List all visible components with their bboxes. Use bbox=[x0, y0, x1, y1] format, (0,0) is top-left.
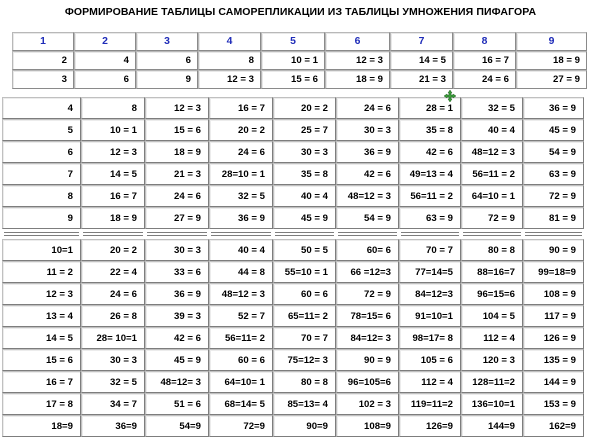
table-cell: 72 = 9 bbox=[336, 283, 399, 305]
table-cell: 54=9 bbox=[145, 415, 209, 437]
table-cell: 18 = 9 bbox=[325, 70, 390, 89]
table-cell: 153 = 9 bbox=[523, 393, 584, 415]
table-cell: 4 bbox=[2, 97, 81, 119]
table-cell: 33 = 6 bbox=[145, 261, 209, 283]
table-cell: 12 = 3 bbox=[198, 70, 261, 89]
table-cell: 63 = 9 bbox=[523, 163, 584, 185]
table-row bbox=[2, 349, 584, 371]
table-cell: 72 = 9 bbox=[461, 207, 523, 229]
table-cell: 2 bbox=[12, 51, 74, 70]
table-row bbox=[2, 261, 584, 283]
table-cell: 18 = 9 bbox=[516, 51, 587, 70]
table-cell: 70 = 7 bbox=[399, 239, 461, 261]
table-cell: 13 = 4 bbox=[2, 305, 81, 327]
table-cell: 32 = 5 bbox=[461, 97, 523, 119]
table-cell: 30 = 3 bbox=[273, 141, 336, 163]
table-cell: 5 bbox=[261, 32, 325, 51]
divider-cell bbox=[461, 229, 523, 239]
table-row bbox=[2, 283, 584, 305]
divider-cell bbox=[523, 229, 584, 239]
pythagoras-table bbox=[12, 32, 587, 89]
table-cell: 6 bbox=[325, 32, 390, 51]
divider-cell bbox=[336, 229, 399, 239]
table-cell: 12 = 3 bbox=[2, 283, 81, 305]
table-cell: 48=12 = 3 bbox=[461, 141, 523, 163]
table-cell: 16 = 7 bbox=[2, 371, 81, 393]
table-cell: 9 bbox=[136, 70, 198, 89]
table-cell: 16 = 7 bbox=[453, 51, 516, 70]
table-cell: 30 = 3 bbox=[336, 119, 399, 141]
table-cell: 7 bbox=[2, 163, 81, 185]
table-cell: 117 = 9 bbox=[523, 305, 584, 327]
table-cell: 18 = 9 bbox=[81, 207, 145, 229]
table-cell: 28 = 1 bbox=[399, 97, 461, 119]
table-cell: 3 bbox=[136, 32, 198, 51]
table-cell: 21 = 3 bbox=[145, 163, 209, 185]
table-cell: 54 = 9 bbox=[523, 141, 584, 163]
table-cell: 24 = 6 bbox=[145, 185, 209, 207]
table-cell: 45 = 9 bbox=[145, 349, 209, 371]
table-cell: 42 = 6 bbox=[145, 327, 209, 349]
table-cell: 162=9 bbox=[523, 415, 584, 437]
table-row bbox=[2, 207, 584, 229]
table-cell: 36 = 9 bbox=[145, 283, 209, 305]
table-cell: 21 = 3 bbox=[390, 70, 453, 89]
table-cell: 120 = 3 bbox=[461, 349, 523, 371]
table-cell: 34 = 7 bbox=[81, 393, 145, 415]
table-cell: 3 bbox=[12, 70, 74, 89]
table-cell: 64=10= 1 bbox=[209, 371, 273, 393]
table-cell: 112 = 4 bbox=[461, 327, 523, 349]
table-cell: 108 = 9 bbox=[523, 283, 584, 305]
table-cell: 56=11= 2 bbox=[209, 327, 273, 349]
table-cell: 56=11 = 2 bbox=[461, 163, 523, 185]
table-cell: 91=10=1 bbox=[399, 305, 461, 327]
table-cell: 27 = 9 bbox=[145, 207, 209, 229]
table-cell: 24 = 6 bbox=[81, 283, 145, 305]
table-cell: 60 = 6 bbox=[273, 283, 336, 305]
table-cell: 6 bbox=[74, 70, 136, 89]
table-cell: 51 = 6 bbox=[145, 393, 209, 415]
table-cell: 22 = 4 bbox=[81, 261, 145, 283]
table-cell: 136=10=1 bbox=[461, 393, 523, 415]
table-cell: 24 = 6 bbox=[209, 141, 273, 163]
table-cell: 80 = 8 bbox=[461, 239, 523, 261]
table-cell: 75=12= 3 bbox=[273, 349, 336, 371]
divider-cell bbox=[145, 229, 209, 239]
table-row bbox=[2, 119, 584, 141]
table-cell: 105 = 6 bbox=[399, 349, 461, 371]
table-cell: 2 bbox=[74, 32, 136, 51]
table-cell: 18=9 bbox=[2, 415, 81, 437]
table-cell: 8 bbox=[198, 51, 261, 70]
table-cell: 99=18=9 bbox=[523, 261, 584, 283]
table-cell: 68=14= 5 bbox=[209, 393, 273, 415]
table-cell: 14 = 5 bbox=[81, 163, 145, 185]
table-cell: 10 = 1 bbox=[261, 51, 325, 70]
table-cell: 5 bbox=[2, 119, 81, 141]
table-cell: 35 = 8 bbox=[273, 163, 336, 185]
table-cell: 112 = 4 bbox=[399, 371, 461, 393]
divider-cell bbox=[399, 229, 461, 239]
table-cell: 30 = 3 bbox=[145, 239, 209, 261]
table-cell: 66 =12=3 bbox=[336, 261, 399, 283]
table-cell: 35 = 8 bbox=[399, 119, 461, 141]
divider-cell bbox=[81, 229, 145, 239]
table-cell: 88=16=7 bbox=[461, 261, 523, 283]
table-cell: 6 bbox=[136, 51, 198, 70]
table-cell: 81 = 9 bbox=[523, 207, 584, 229]
page-title: ФОРМИРОВАНИЕ ТАБЛИЦЫ САМОРЕПЛИКАЦИИ ИЗ ТАБЛИЦЫ УМНОЖЕНИЯ ПИФАГОРА bbox=[64, 6, 537, 18]
table-cell: 108=9 bbox=[336, 415, 399, 437]
table-cell: 52 = 7 bbox=[209, 305, 273, 327]
table-cell: 14 = 5 bbox=[390, 51, 453, 70]
table-row bbox=[2, 163, 584, 185]
table-row bbox=[2, 239, 584, 261]
table-cell: 12 = 3 bbox=[145, 97, 209, 119]
table-cell: 14 = 5 bbox=[2, 327, 81, 349]
table-cell: 24 = 6 bbox=[453, 70, 516, 89]
table-cell: 98=17= 8 bbox=[399, 327, 461, 349]
divider-cell bbox=[2, 229, 81, 239]
table-cell: 63 = 9 bbox=[399, 207, 461, 229]
table-cell: 4 bbox=[74, 51, 136, 70]
table-cell: 56=11 = 2 bbox=[399, 185, 461, 207]
table-cell: 20 = 2 bbox=[81, 239, 145, 261]
table-cell: 70 = 7 bbox=[273, 327, 336, 349]
table-cell: 20 = 2 bbox=[273, 97, 336, 119]
table-cell: 11 = 2 bbox=[2, 261, 81, 283]
table-row bbox=[2, 305, 584, 327]
table-cell: 45 = 9 bbox=[273, 207, 336, 229]
table-cell: 85=13= 4 bbox=[273, 393, 336, 415]
table-cell: 16 = 7 bbox=[209, 97, 273, 119]
table-row bbox=[2, 393, 584, 415]
table-cell: 54 = 9 bbox=[336, 207, 399, 229]
cross-arrows-icon bbox=[444, 90, 456, 102]
table-cell: 48=12 = 3 bbox=[336, 185, 399, 207]
table-cell: 42 = 6 bbox=[399, 141, 461, 163]
table-cell: 90 = 9 bbox=[523, 239, 584, 261]
table-cell: 135 = 9 bbox=[523, 349, 584, 371]
double-divider bbox=[2, 229, 584, 239]
table-row bbox=[2, 327, 584, 349]
table-cell: 20 = 2 bbox=[209, 119, 273, 141]
table-cell: 9 bbox=[516, 32, 587, 51]
table-cell: 28=10 = 1 bbox=[209, 163, 273, 185]
table-cell: 78=15= 6 bbox=[336, 305, 399, 327]
table-cell: 96=15=6 bbox=[461, 283, 523, 305]
table-cell: 72 = 9 bbox=[523, 185, 584, 207]
table-cell: 50 = 5 bbox=[273, 239, 336, 261]
table-cell: 77=14=5 bbox=[399, 261, 461, 283]
table-cell: 8 bbox=[453, 32, 516, 51]
table-cell: 26 = 8 bbox=[81, 305, 145, 327]
table-row bbox=[12, 70, 587, 89]
table-cell: 4 bbox=[198, 32, 261, 51]
table-cell: 60 = 6 bbox=[209, 349, 273, 371]
table-cell: 102 = 3 bbox=[336, 393, 399, 415]
table-cell: 42 = 6 bbox=[336, 163, 399, 185]
table-cell: 48=12= 3 bbox=[145, 371, 209, 393]
table-cell: 84=12=3 bbox=[399, 283, 461, 305]
table-cell: 15 = 6 bbox=[2, 349, 81, 371]
table-row bbox=[2, 97, 584, 119]
table-cell: 28= 10=1 bbox=[81, 327, 145, 349]
table-cell: 30 = 3 bbox=[81, 349, 145, 371]
table-cell: 60= 6 bbox=[336, 239, 399, 261]
table-cell: 84=12= 3 bbox=[336, 327, 399, 349]
table-row bbox=[2, 185, 584, 207]
table-cell: 9 bbox=[2, 207, 81, 229]
table-row bbox=[2, 371, 584, 393]
table-cell: 36 = 9 bbox=[523, 97, 584, 119]
table-cell: 15 = 6 bbox=[145, 119, 209, 141]
table-cell: 12 = 3 bbox=[325, 51, 390, 70]
table-cell: 36 = 9 bbox=[209, 207, 273, 229]
table-cell: 40 = 4 bbox=[461, 119, 523, 141]
table-cell: 64=10 = 1 bbox=[461, 185, 523, 207]
table-cell: 119=11=2 bbox=[399, 393, 461, 415]
table-cell: 8 bbox=[81, 97, 145, 119]
table-cell: 24 = 6 bbox=[336, 97, 399, 119]
table-cell: 32 = 5 bbox=[81, 371, 145, 393]
table-cell: 44 = 8 bbox=[209, 261, 273, 283]
table-cell: 10 = 1 bbox=[81, 119, 145, 141]
self-replication-table bbox=[2, 97, 584, 437]
table-cell: 18 = 9 bbox=[145, 141, 209, 163]
table-cell: 80 = 8 bbox=[273, 371, 336, 393]
table-cell: 128=11=2 bbox=[461, 371, 523, 393]
table-cell: 90 = 9 bbox=[336, 349, 399, 371]
table-cell: 144=9 bbox=[461, 415, 523, 437]
table-cell: 36 = 9 bbox=[336, 141, 399, 163]
table-cell: 17 = 8 bbox=[2, 393, 81, 415]
table-cell: 36=9 bbox=[81, 415, 145, 437]
table-cell: 8 bbox=[2, 185, 81, 207]
table-cell: 48=12 = 3 bbox=[209, 283, 273, 305]
table-cell: 27 = 9 bbox=[516, 70, 587, 89]
table-cell: 126=9 bbox=[399, 415, 461, 437]
table-cell: 96=105=6 bbox=[336, 371, 399, 393]
table-cell: 12 = 3 bbox=[81, 141, 145, 163]
table-cell: 104 = 5 bbox=[461, 305, 523, 327]
table-cell: 126 = 9 bbox=[523, 327, 584, 349]
divider-cell bbox=[273, 229, 336, 239]
table-cell: 144 = 9 bbox=[523, 371, 584, 393]
divider-cell bbox=[209, 229, 273, 239]
table-cell: 15 = 6 bbox=[261, 70, 325, 89]
table-cell: 32 = 5 bbox=[209, 185, 273, 207]
table-cell: 1 bbox=[12, 32, 74, 51]
table-cell: 39 = 3 bbox=[145, 305, 209, 327]
table-cell: 10=1 bbox=[2, 239, 81, 261]
table-cell: 55=10 = 1 bbox=[273, 261, 336, 283]
table-cell: 40 = 4 bbox=[209, 239, 273, 261]
table-row bbox=[2, 415, 584, 437]
table-cell: 72=9 bbox=[209, 415, 273, 437]
table-cell: 7 bbox=[390, 32, 453, 51]
table-row bbox=[2, 141, 584, 163]
table-cell: 65=11= 2 bbox=[273, 305, 336, 327]
table-cell: 90=9 bbox=[273, 415, 336, 437]
table-cell: 25 = 7 bbox=[273, 119, 336, 141]
table-cell: 49=13 = 4 bbox=[399, 163, 461, 185]
table-row bbox=[12, 51, 587, 70]
table-cell: 45 = 9 bbox=[523, 119, 584, 141]
table-row bbox=[12, 32, 587, 51]
table-cell: 16 = 7 bbox=[81, 185, 145, 207]
table-cell: 6 bbox=[2, 141, 81, 163]
table-cell: 40 = 4 bbox=[273, 185, 336, 207]
